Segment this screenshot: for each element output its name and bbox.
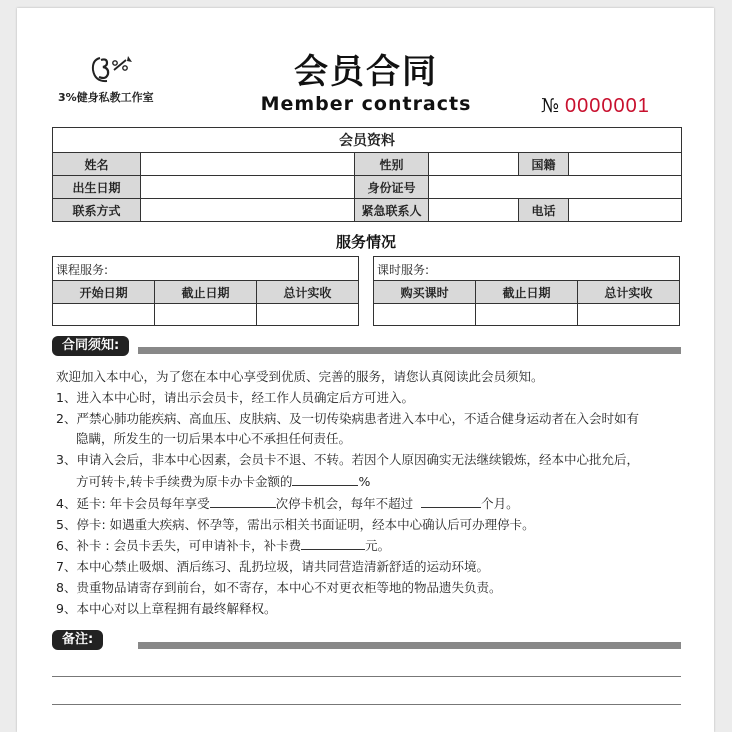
pause-months-blank[interactable]: [421, 493, 481, 508]
hours-end-date-field[interactable]: [476, 304, 578, 327]
page-title: 会员合同: [294, 52, 438, 92]
course-service-box: [52, 256, 359, 326]
remarks-divider: [138, 642, 681, 649]
number-value: 0000001: [564, 95, 650, 117]
emergency-contact-field[interactable]: [429, 199, 519, 222]
notice-intro: 欢迎加入本中心，为了您在本中心享受到优质、完善的服务，请您认真阅读此会员须知。: [56, 369, 544, 384]
hours-service-box: [373, 256, 680, 326]
course-service-table: [53, 280, 358, 326]
phone-label: 电话: [519, 199, 569, 222]
hours-service-caption: 课时服务:: [377, 263, 430, 277]
gender-label: 性别: [355, 153, 429, 176]
contact-label: 联系方式: [53, 199, 141, 222]
phone-field[interactable]: [569, 199, 682, 222]
notice-item-5: 5、停卡: 如遇重大疾病、怀孕等，需出示相关书面证明，经本中心确认后可办理停卡。: [56, 516, 535, 532]
hours-total-field[interactable]: [577, 304, 679, 327]
studio-name: 3%健身私教工作室: [58, 91, 154, 104]
page-subtitle: Member contracts: [260, 93, 472, 115]
pause-count-blank[interactable]: [210, 493, 276, 508]
hours-service-table: [374, 280, 679, 326]
course-total-field[interactable]: [256, 304, 358, 327]
course-service-caption: 课程服务:: [56, 263, 109, 277]
service-section-title: 服务情况: [335, 233, 396, 251]
extension-end-text: 个月。: [481, 495, 519, 511]
contract-number: [541, 95, 650, 118]
notice-item-8: 8、贵重物品请寄存到前台，如不寄存，本中心不对更衣柜等地的物品遗失负责。: [56, 579, 502, 595]
course-total-header: 总计实收: [256, 281, 358, 304]
remarks-title-badge: 备注:: [52, 630, 103, 650]
contact-field[interactable]: [141, 199, 355, 222]
extension-text: 4、延卡: 年卡会员每年享受: [56, 495, 210, 511]
id-number-field[interactable]: [429, 176, 682, 199]
notice-item-7: 7、本中心禁止吸烟、酒后练习、乱扔垃圾，请共同营造清新舒适的运动环境。: [56, 559, 489, 575]
extension-mid-text: 次停卡机会，每年不超过: [275, 495, 414, 511]
notice-item-2: 2、严禁心肺功能疾病、高血压、皮肤病、及一切传染病患者进入本中心，不适合健身运动者在入会时如有: [56, 410, 639, 426]
course-end-date-field[interactable]: [155, 304, 257, 327]
course-end-date-header: 截止日期: [155, 281, 257, 304]
contract-notice: [56, 367, 686, 620]
replacement-text: 6、补卡 : 会员卡丢失，可申请补卡，补卡费: [56, 538, 302, 554]
gender-field[interactable]: [429, 153, 519, 176]
name-field[interactable]: [141, 153, 355, 176]
emergency-contact-label: 紧急联系人: [355, 199, 429, 222]
birthdate-label: 出生日期: [53, 176, 141, 199]
course-start-date-header: 开始日期: [53, 281, 155, 304]
notice-item-2-cont: 隐瞒，所发生的一切后果本中心不承担任何责任。: [76, 431, 352, 447]
notice-divider: [138, 347, 681, 354]
id-number-label: 身份证号: [355, 176, 429, 199]
transfer-fee-text: 方可转卡,转卡手续费为原卡办卡金额的: [76, 473, 293, 489]
replacement-end-text: 元。: [365, 538, 391, 554]
nationality-field[interactable]: [569, 153, 682, 176]
nationality-label: 国籍: [519, 153, 569, 176]
notice-item-4: [56, 493, 686, 515]
notice-item-3: 3、申请入会后，非本中心因素，会员卡不退、不转。若因个人原因确实无法继续锻炼，经本中心批允后，: [56, 452, 639, 468]
hours-end-date-header: 截止日期: [476, 281, 578, 304]
transfer-fee-blank[interactable]: [292, 471, 358, 486]
birthdate-field[interactable]: [141, 176, 355, 199]
notice-item-1: 1、进入本中心时，请出示会员卡，经工作人员确定后方可进入。: [56, 389, 414, 405]
notice-item-9: 9、本中心对以上章程拥有最终解释权。: [56, 600, 277, 616]
hours-total-header: 总计实收: [577, 281, 679, 304]
notice-title-badge: 合同须知:: [52, 336, 129, 356]
percent-sign: %: [358, 473, 371, 489]
remarks-line-1[interactable]: [52, 676, 681, 677]
notice-item-6: [56, 535, 686, 557]
remarks-line-2[interactable]: [52, 704, 681, 705]
number-symbol: №: [541, 95, 559, 117]
member-info-table: [52, 127, 682, 222]
notice-item-3-cont: [56, 471, 686, 493]
name-label: 姓名: [53, 153, 141, 176]
purchased-hours-header: 购买课时: [374, 281, 476, 304]
replacement-fee-blank[interactable]: [301, 535, 365, 550]
purchased-hours-field[interactable]: [374, 304, 476, 327]
course-start-date-field[interactable]: [53, 304, 155, 327]
member-info-title: 会员资料: [53, 128, 682, 153]
